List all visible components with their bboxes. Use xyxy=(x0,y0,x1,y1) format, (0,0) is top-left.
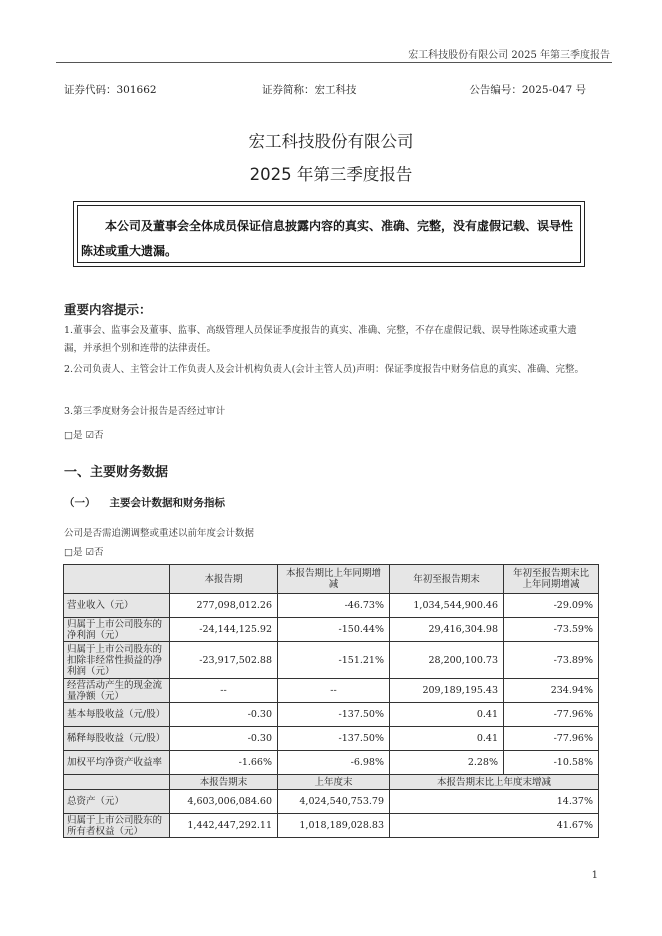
table-cell: -77.96% xyxy=(504,703,599,727)
table-cell: -73.89% xyxy=(504,642,599,679)
table-cell: 1,442,447,292.11 xyxy=(170,814,278,838)
table-cell: 0.41 xyxy=(390,727,504,751)
important-hints-heading: 重要内容提示： xyxy=(64,302,152,317)
table-cell: -24,144,125.92 xyxy=(170,618,278,642)
notice-text: 本公司及董事会全体成员保证信息披露内容的真实、准确、完整，没有虚假记载、误导性陈述或重大遗漏。 xyxy=(81,219,574,258)
row-label: 加权平均净资产收益率 xyxy=(64,751,170,775)
header-cell: 本报告期 xyxy=(170,565,278,594)
sub-heading-title: 主要会计数据和财务指标 xyxy=(109,497,225,509)
header-cell: 本报告期末 xyxy=(170,775,278,790)
table-cell: 2.28% xyxy=(390,751,504,775)
audit-answer: □是 ☑否 xyxy=(64,430,104,441)
row-label: 营业收入（元） xyxy=(64,594,170,618)
row-label: 归属于上市公司股东的净利润（元） xyxy=(64,618,170,642)
sub-heading-number: （一） xyxy=(64,497,96,509)
table-cell: -151.21% xyxy=(278,642,390,679)
table-cell: 209,189,195.43 xyxy=(390,679,504,703)
stock-code: 证券代码：301662 xyxy=(64,84,157,96)
report-title: 2025 年第三季度报告 xyxy=(249,165,413,184)
table-cell: -0.30 xyxy=(170,727,278,751)
table-row xyxy=(64,679,599,703)
header-cell: 年初至报告期末比上年同期增减 xyxy=(504,565,599,594)
table-cell: 1,018,189,028.83 xyxy=(278,814,390,838)
table-cell: -137.50% xyxy=(278,727,390,751)
row-label: 经营活动产生的现金流量净额（元） xyxy=(64,679,170,703)
table-cell: -77.96% xyxy=(504,727,599,751)
table-cell: 234.94% xyxy=(504,679,599,703)
table-cell: 1,034,544,900.46 xyxy=(390,594,504,618)
row-label: 稀释每股收益（元/股） xyxy=(64,727,170,751)
table-header-row xyxy=(64,565,599,594)
table-row xyxy=(64,751,599,775)
table-cell: -- xyxy=(278,679,390,703)
financial-data-heading: 一、主要财务数据 xyxy=(64,465,169,480)
table-cell: -6.98% xyxy=(278,751,390,775)
header-rule xyxy=(56,62,612,63)
notice-box xyxy=(73,201,585,267)
table-cell: 4,024,540,753.79 xyxy=(278,790,390,814)
table-cell: -- xyxy=(170,679,278,703)
sub-heading xyxy=(64,495,225,510)
table-cell: -0.30 xyxy=(170,703,278,727)
table-row xyxy=(64,727,599,751)
company-title: 宏工科技股份有限公司 xyxy=(248,132,414,151)
table-cell: 29,416,304.98 xyxy=(390,618,504,642)
table-cell: -73.59% xyxy=(504,618,599,642)
table-cell: 0.41 xyxy=(390,703,504,727)
hint-item-3: 3.第三季度财务会计报告是否经过审计 xyxy=(64,406,226,417)
table-cell: 41.67% xyxy=(390,814,599,838)
table-cell: -23,917,502.88 xyxy=(170,642,278,679)
table-cell: 4,603,006,084.60 xyxy=(170,790,278,814)
page-number: 1 xyxy=(591,870,598,881)
table-row xyxy=(64,642,599,679)
announcement-number: 公告编号：2025-047 号 xyxy=(469,84,586,96)
table-row xyxy=(64,618,599,642)
financial-table xyxy=(63,564,599,838)
header-cell: 本报告期比上年同期增减 xyxy=(278,565,390,594)
header-cell: 年初至报告期末 xyxy=(390,565,504,594)
table-row xyxy=(64,594,599,618)
table-cell: -29.09% xyxy=(504,594,599,618)
row-label: 归属于上市公司股东的所有者权益（元） xyxy=(64,814,170,838)
table-cell: 14.37% xyxy=(390,790,599,814)
restatement-answer: □是 ☑否 xyxy=(64,547,104,558)
table-cell: -46.73% xyxy=(278,594,390,618)
hint-item-1: 1.董事会、监事会及董事、监事、高级管理人员保证季度报告的真实、准确、完整，不存在虚假记载、误导性陈述或重大遗漏，并承担个别和连带的法律责任。 xyxy=(64,325,577,354)
row-label: 基本每股收益（元/股） xyxy=(64,703,170,727)
table-row xyxy=(64,790,599,814)
table-row xyxy=(64,814,599,838)
row-label: 归属于上市公司股东的扣除非经常性损益的净利润（元） xyxy=(64,642,170,679)
table-cell: -150.44% xyxy=(278,618,390,642)
stock-short-name: 证券简称：宏工科技 xyxy=(262,84,357,96)
table-cell: -137.50% xyxy=(278,703,390,727)
restatement-question: 公司是否需追溯调整或重述以前年度会计数据 xyxy=(64,528,255,539)
hint-item-2: 2.公司负责人、主管会计工作负责人及会计机构负责人(会计主管人员)声明：保证季度报告中财务信息的真实、准确、完整。 xyxy=(64,364,584,375)
table-row xyxy=(64,703,599,727)
table-cell: 28,200,100.73 xyxy=(390,642,504,679)
table-subheader-row xyxy=(64,775,599,790)
header-cell xyxy=(64,565,170,594)
header-cell: 本报告期末比上年度末增减 xyxy=(390,775,599,790)
table-cell: 277,098,012.26 xyxy=(170,594,278,618)
row-label: 总资产（元） xyxy=(64,790,170,814)
running-header: 宏工科技股份有限公司 2025 年第三季度报告 xyxy=(408,50,610,61)
table-cell: -10.58% xyxy=(504,751,599,775)
header-cell xyxy=(64,775,170,790)
header-cell: 上年度末 xyxy=(278,775,390,790)
table-cell: -1.66% xyxy=(170,751,278,775)
